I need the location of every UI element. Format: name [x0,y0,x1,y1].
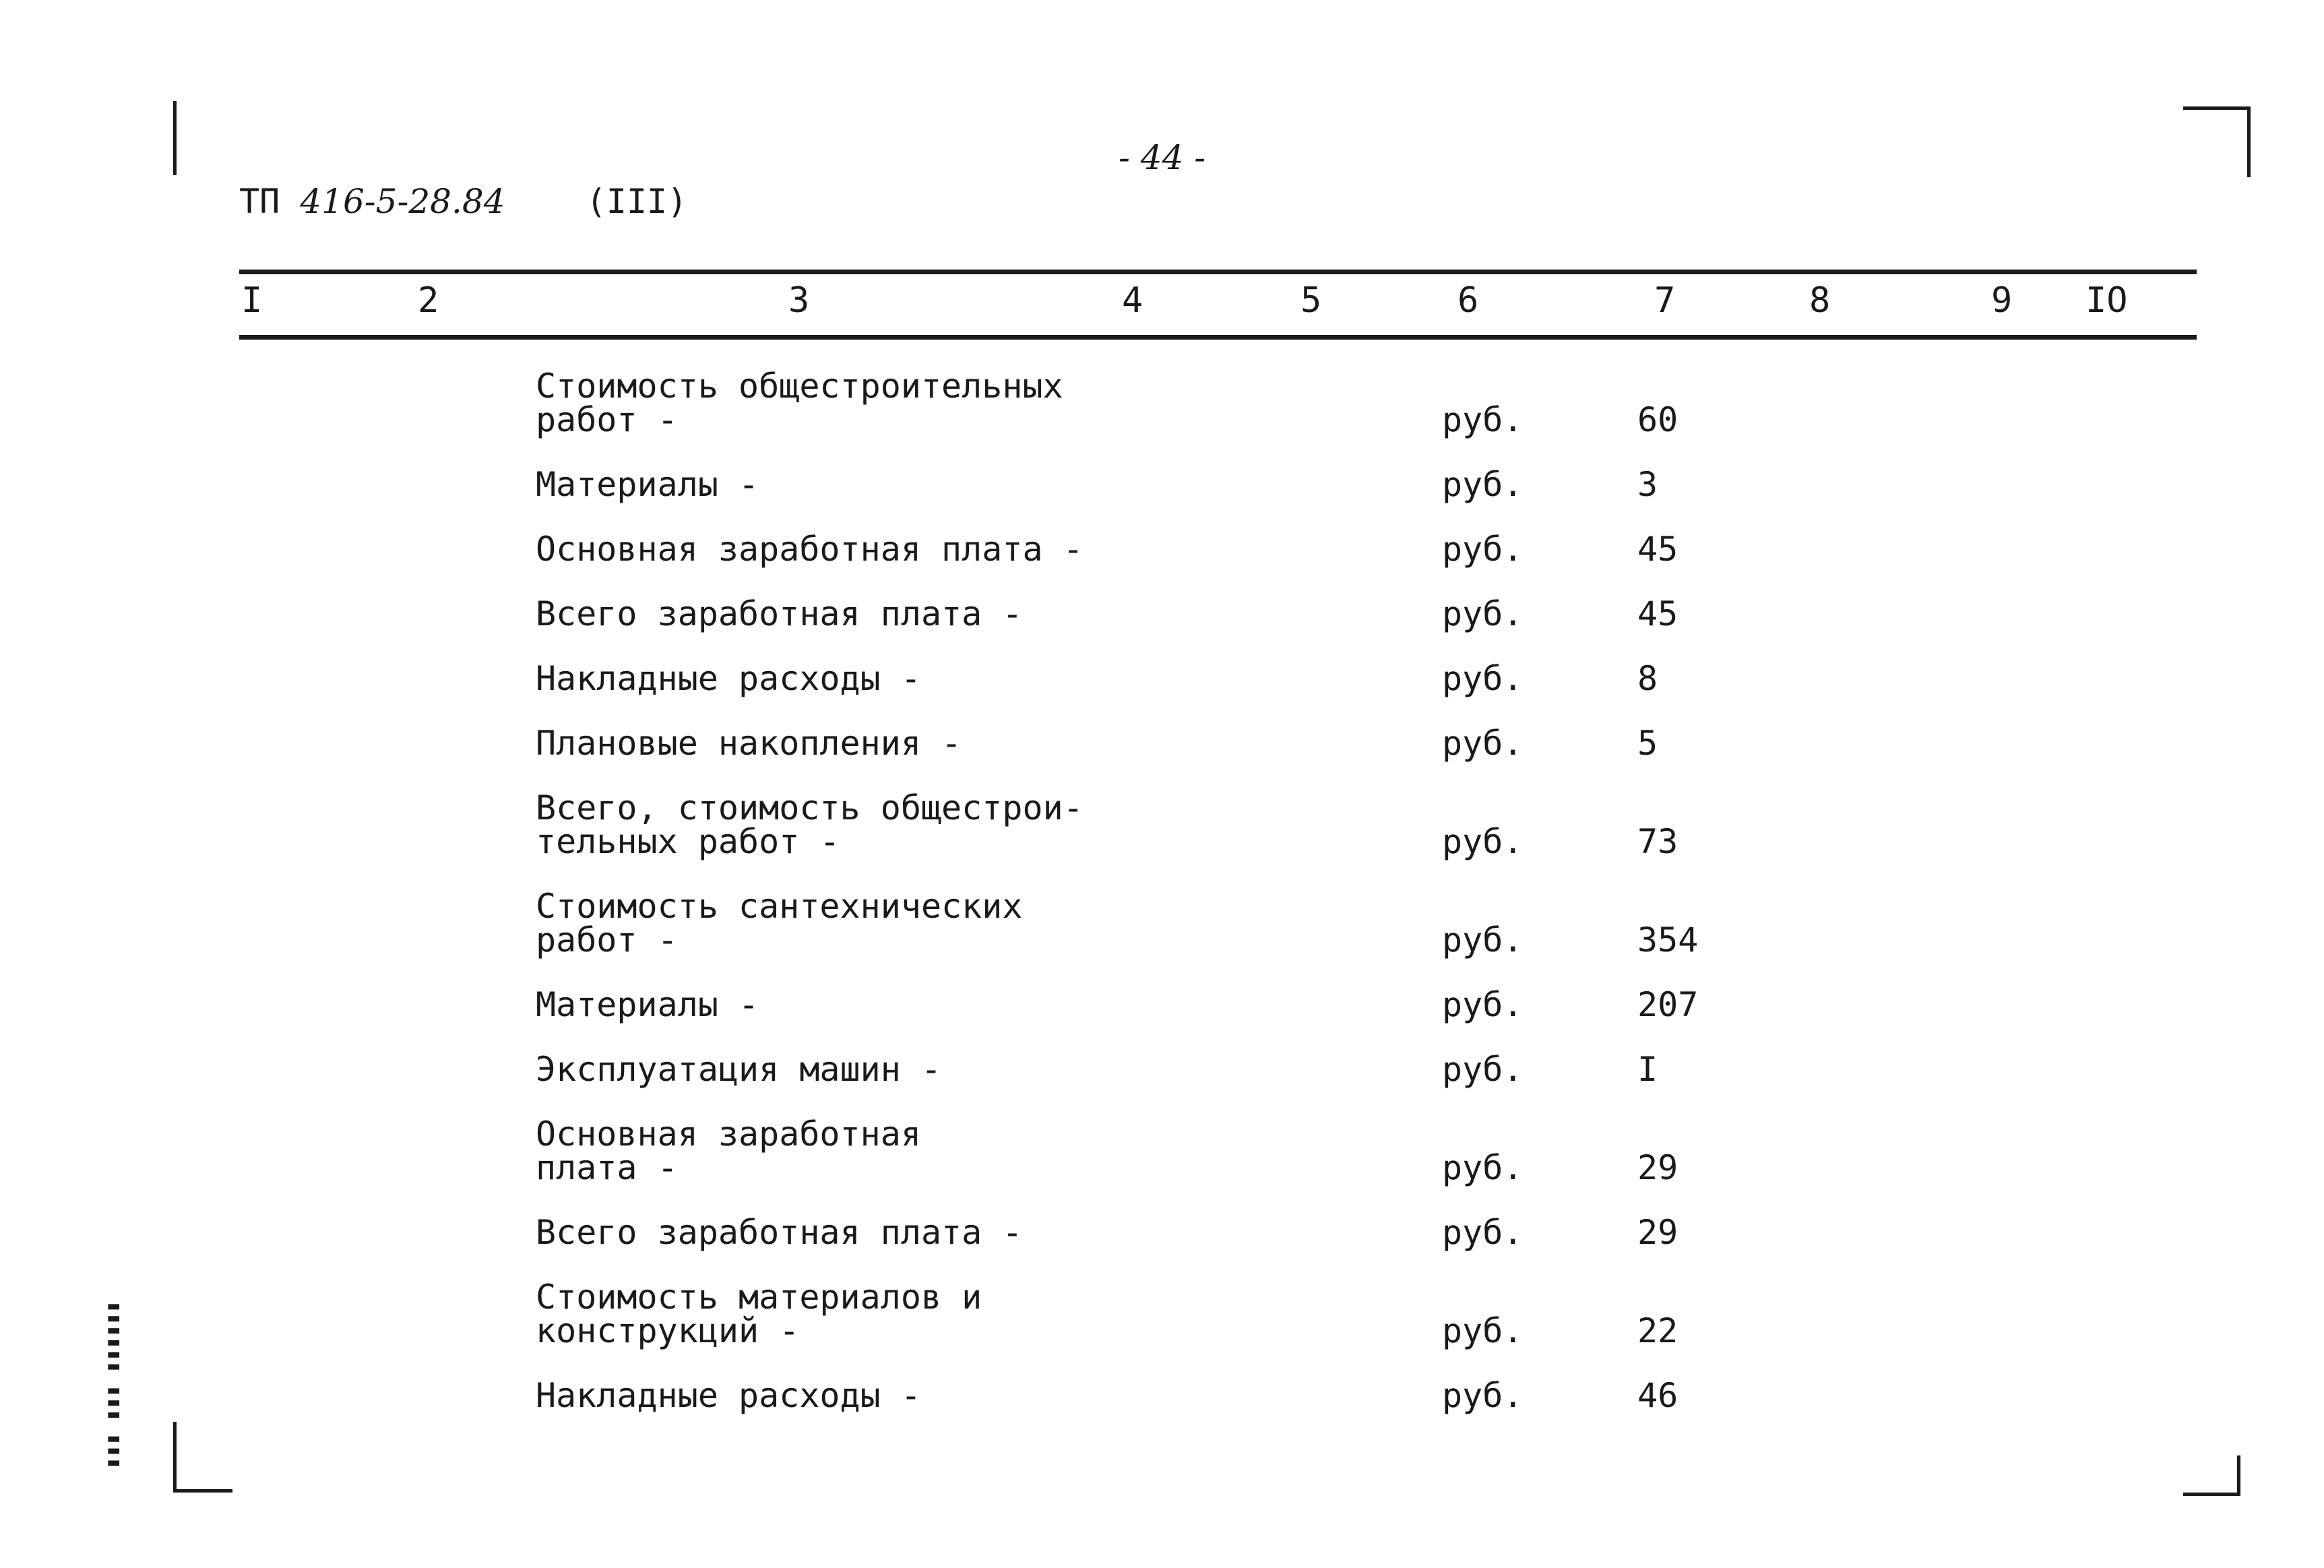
doc-part: (III) [586,182,688,221]
row-description: Основная заработная плата - [536,1115,921,1187]
row-unit: руб. [1442,920,1524,960]
frame-mark-bottom-left-h [173,1489,232,1493]
row-unit: руб. [1442,985,1524,1024]
column-number: 3 [788,280,810,321]
row-unit: руб. [1442,400,1524,439]
frame-mark-top-right-v [2247,106,2251,177]
frame-mark-bottom-right-h [2183,1493,2240,1496]
row-description: Накладные расходы - [536,659,921,698]
row-unit: руб. [1442,1311,1524,1350]
row-unit: руб. [1442,530,1524,569]
row-description: Плановые накопления - [536,724,962,763]
column-number: 8 [1809,280,1831,321]
table-header-rule [239,335,2197,340]
column-number: I [241,280,263,321]
row-description: Материалы - [536,465,759,504]
row-description: Стоимость материалов и конструкций - [536,1278,982,1350]
row-value: 207 [1637,985,1699,1024]
row-unit: руб. [1442,1050,1524,1089]
column-number: 5 [1300,280,1322,321]
row-description: Всего заработная плата - [536,1213,1023,1252]
row-description: Всего заработная плата - [536,594,1023,633]
row-value: 29 [1637,1148,1678,1187]
row-value: 46 [1637,1376,1678,1415]
frame-mark-top-left [173,101,177,175]
row-unit: руб. [1442,1213,1524,1252]
row-value: 3 [1637,465,1658,504]
column-number: 4 [1122,280,1143,321]
doc-prefix: ТП [239,182,280,221]
column-number: 7 [1654,280,1676,321]
row-description: Накладные расходы - [536,1376,921,1415]
row-value: 73 [1637,822,1678,861]
row-value: 29 [1637,1213,1678,1252]
column-number: IO [2085,280,2128,321]
frame-mark-top-right-h [2183,106,2251,110]
row-description: Материалы - [536,985,759,1024]
row-unit: руб. [1442,465,1524,504]
row-unit: руб. [1442,659,1524,698]
document-header [239,182,687,221]
row-unit: руб. [1442,594,1524,633]
row-value: 22 [1637,1311,1678,1350]
row-value: 60 [1637,400,1678,439]
row-value: 354 [1637,920,1699,960]
doc-code: 416-5-28.84 [300,182,505,221]
row-description: Стоимость общестроительных работ - [536,367,1063,439]
row-description: Основная заработная плата - [536,530,1084,569]
row-unit: руб. [1442,1148,1524,1187]
row-value: 45 [1637,594,1678,633]
row-unit: руб. [1442,724,1524,763]
row-value: 5 [1637,724,1658,763]
frame-mark-bottom-right-v [2237,1455,2240,1496]
row-value: 8 [1637,659,1658,698]
column-number: 9 [1991,280,2013,321]
row-value: 45 [1637,530,1678,569]
row-unit: руб. [1442,822,1524,861]
page-number: - 44 - [1119,138,1206,177]
row-unit: руб. [1442,1376,1524,1415]
column-number: 6 [1457,280,1479,321]
column-number: 2 [418,280,439,321]
row-description: Эксплуатация машин - [536,1050,942,1089]
table-top-rule [239,270,2197,274]
frame-mark-bottom-left-v [173,1422,177,1493]
row-description: Всего, стоимость общестрои- тельных работ - [536,788,1084,861]
row-value: I [1637,1050,1658,1089]
side-stamp: ▮▮▮ ▮▮▮ ▮▮▮▮▮▮ [101,1300,123,1469]
row-description: Стоимость сантехнических работ - [536,887,1023,960]
